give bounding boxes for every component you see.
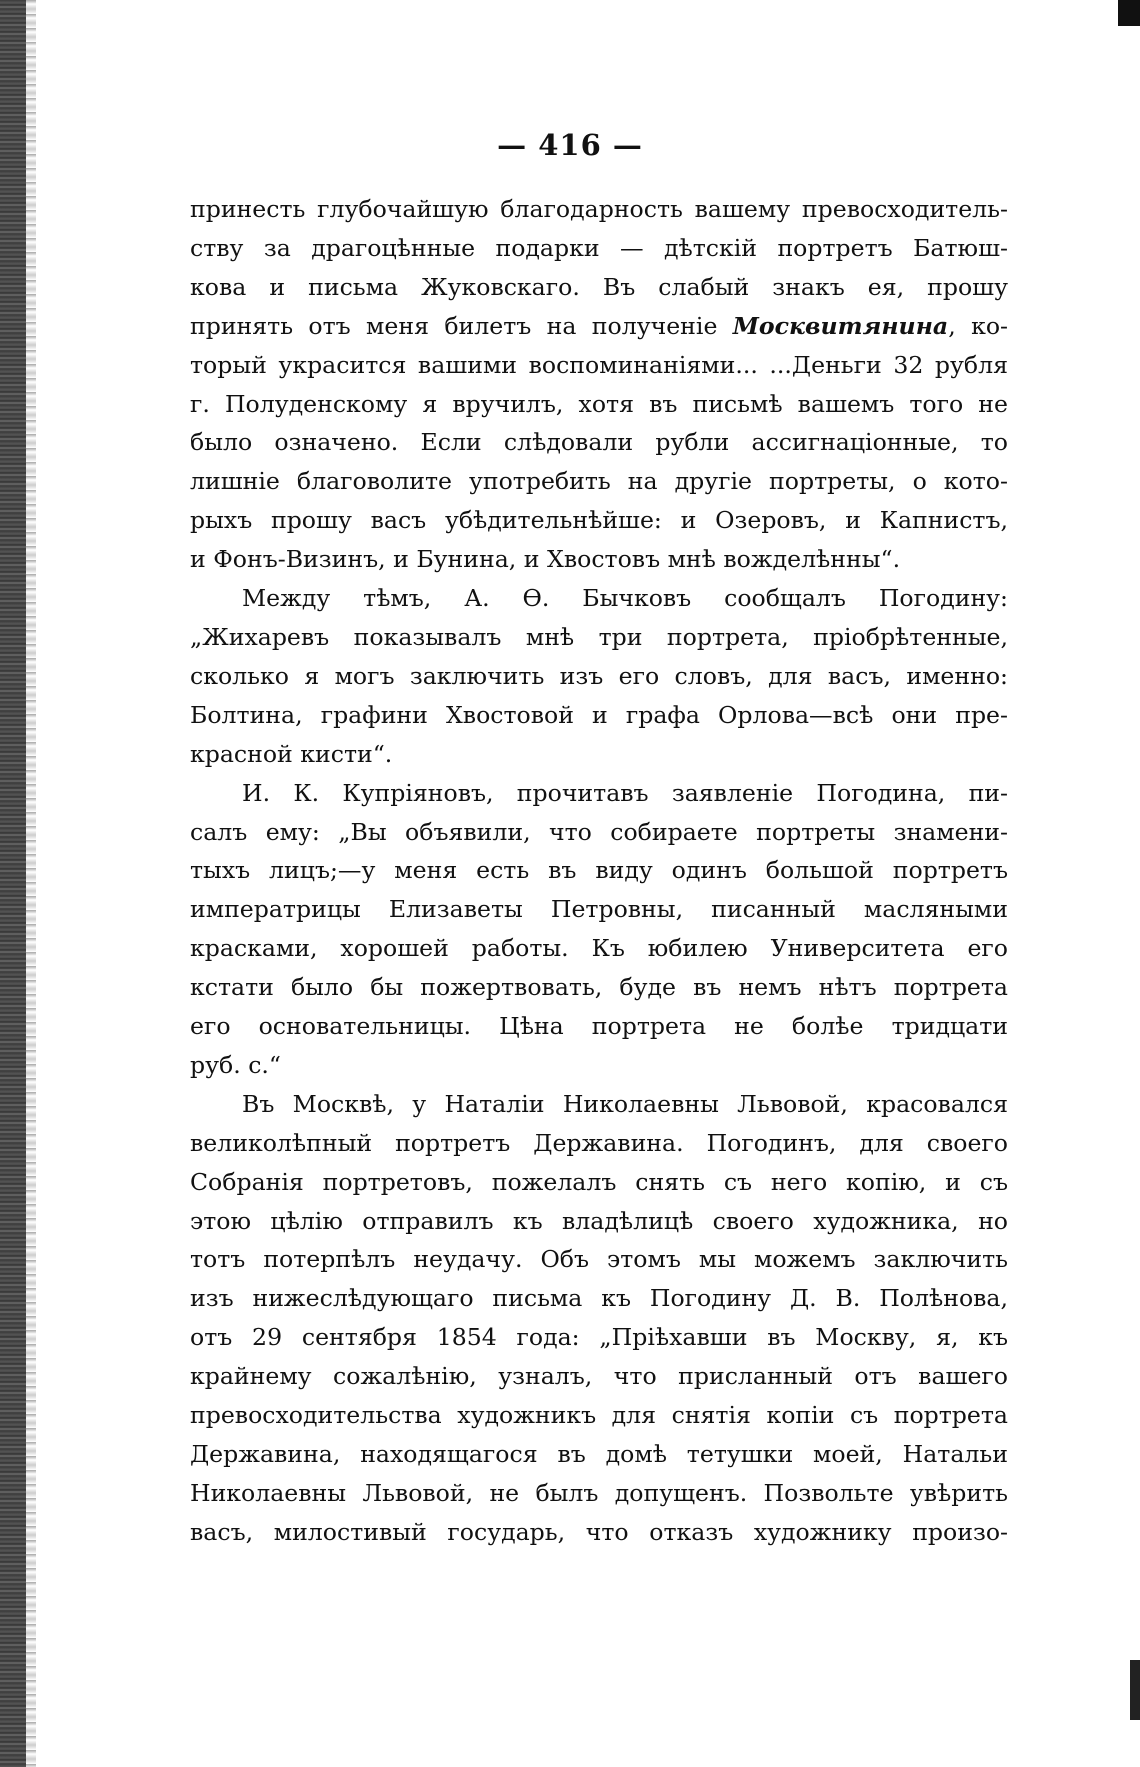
text-line: [190, 1279, 1008, 1318]
text-line: [190, 190, 1008, 229]
text-line-content: принять отъ меня билетъ на полученіе: [190, 311, 733, 340]
text-line-content: кстати было бы пожертвовать, буде въ немъ нѣтъ портрета: [190, 973, 1008, 1002]
text-line: [190, 1318, 1008, 1357]
text-line-content: кова и письма Жуковскаго. Въ слабый знакъ ея, прошу: [190, 272, 1008, 301]
text-line: [190, 1202, 1008, 1241]
text-line-content: Между тѣмъ, А. Ѳ. Бычковъ сообщалъ Погодину:: [242, 584, 1008, 613]
text-line-content: императрицы Елизаветы Петровны, писанный масляными: [190, 895, 1008, 924]
text-line-content: руб. с.“: [190, 1050, 281, 1079]
text-line-content: г. Полуденскому я вручилъ, хотя въ письмѣ вашемъ того не: [190, 389, 1008, 418]
text-line: [190, 1240, 1008, 1279]
text-line-content: Болтина, графини Хвостовой и графа Орлова—всѣ они пре-: [190, 700, 1008, 729]
text-line: [190, 501, 1008, 540]
text-line: [190, 346, 1008, 385]
text-line-content: превосходительства художникъ для снятія копіи съ портрета: [190, 1401, 1008, 1430]
text-line-content: лишніе благоволите употребить на другіе портреты, о кото-: [190, 467, 1008, 496]
text-line: [190, 1007, 1008, 1046]
text-line: [190, 1085, 1008, 1124]
text-line-content: великолѣпный портретъ Державина. Погодинъ, для своего: [190, 1128, 1008, 1157]
text-line-content: сколько я могъ заключить изъ его словъ, для васъ, именно:: [190, 661, 1008, 690]
text-line-content: было означено. Если слѣдовали рубли ассигнаціонные, то: [190, 428, 1008, 457]
scan-corner-mark: [1118, 0, 1140, 26]
text-line: [190, 385, 1008, 424]
text-line-content: красками, хорошей работы. Къ юбилею Университета его: [190, 934, 1008, 963]
text-line: [190, 423, 1008, 462]
text-line-content: ству за драгоцѣнные подарки — дѣтскій портретъ Батюш-: [190, 233, 1008, 262]
text-line-content: красной кисти“.: [190, 739, 393, 768]
text-line-content: торый украсится вашими воспоминаніями... ...Деньги 32 рубля: [190, 350, 1008, 379]
scan-left-shadow: [26, 0, 36, 1767]
text-line-content: „Жихаревъ показывалъ мнѣ три портрета, пріобрѣтенные,: [190, 622, 1008, 651]
text-line: [190, 774, 1008, 813]
text-line: [190, 229, 1008, 268]
text-line: [190, 1124, 1008, 1163]
text-line: [190, 1474, 1008, 1513]
text-line: [190, 657, 1008, 696]
text-line-content: Державина, находящагося въ домѣ тетушки моей, Натальи: [190, 1440, 1008, 1468]
text-line: [190, 890, 1008, 929]
text-line: [190, 579, 1008, 618]
text-line-content: изъ нижеслѣдующаго письма къ Погодину Д. В. Полѣнова,: [190, 1284, 1008, 1313]
text-line: [190, 813, 1008, 852]
text-line: [190, 1513, 1008, 1552]
page-number: — 416 —: [497, 128, 643, 162]
text-line-content: и Фонъ-Визинъ, и Бунина, и Хвостовъ мнѣ вожделѣнны“.: [190, 545, 901, 574]
text-line: [190, 268, 1008, 307]
text-line-content: этою цѣлію отправилъ къ владѣлицѣ своего художника, но: [190, 1206, 1008, 1235]
body-text: [190, 190, 1008, 1552]
scan-left-edge: [0, 0, 26, 1767]
text-line: [190, 735, 1008, 774]
text-line: [190, 1396, 1008, 1435]
text-line-content: тотъ потерпѣлъ неудачу. Объ этомъ мы можемъ заключить: [190, 1245, 1008, 1274]
text-line: [190, 618, 1008, 657]
text-line-content: его основательницы. Цѣна портрета не болѣе тридцати: [190, 1012, 1008, 1041]
text-line-content: тыхъ лицъ;—у меня есть въ виду одинъ большой портретъ: [190, 856, 1008, 885]
text-line: [190, 851, 1008, 890]
text-line: [190, 307, 1008, 346]
text-line: [190, 696, 1008, 735]
text-line-content: принесть глубочайшую благодарность вашему превосходитель-: [190, 195, 1008, 223]
text-line: [190, 968, 1008, 1007]
text-line-content: Николаевны Львовой, не былъ допущенъ. Позвольте увѣрить: [190, 1478, 1008, 1507]
text-line-content: отъ 29 сентября 1854 года: „Пріѣхавши въ Москву, я, къ: [190, 1323, 1008, 1352]
text-line: [190, 929, 1008, 968]
text-line-content: И. К. Купріяновъ, прочитавъ заявленіе Погодина, пи-: [242, 778, 1008, 807]
text-line-content: васъ, милостивый государь, что отказъ художнику произо-: [190, 1517, 1008, 1546]
text-line-tail: , ко-: [948, 311, 1008, 340]
text-line-content: крайнему сожалѣнію, узналъ, что присланный отъ вашего: [190, 1362, 1008, 1391]
scan-right-edge-mark: [1130, 1660, 1140, 1720]
text-line: [190, 540, 1008, 579]
text-line: [190, 1046, 1008, 1085]
text-line-content: салъ ему: „Вы объявили, что собираете портреты знамени-: [190, 817, 1008, 846]
text-line-content: Собранія портретовъ, пожелалъ снять съ него копію, и съ: [190, 1167, 1008, 1196]
text-line: [190, 1163, 1008, 1202]
text-line-content: Въ Москвѣ, у Наталіи Николаевны Львовой, красовался: [242, 1089, 1008, 1118]
text-line-content: рыхъ прошу васъ убѣдительнѣйше: и Озеровъ, и Капнистъ,: [190, 506, 1008, 535]
text-line: [190, 1435, 1008, 1474]
text-line: [190, 1357, 1008, 1396]
text-line: [190, 462, 1008, 501]
italic-title: Москвитянина: [732, 311, 949, 340]
